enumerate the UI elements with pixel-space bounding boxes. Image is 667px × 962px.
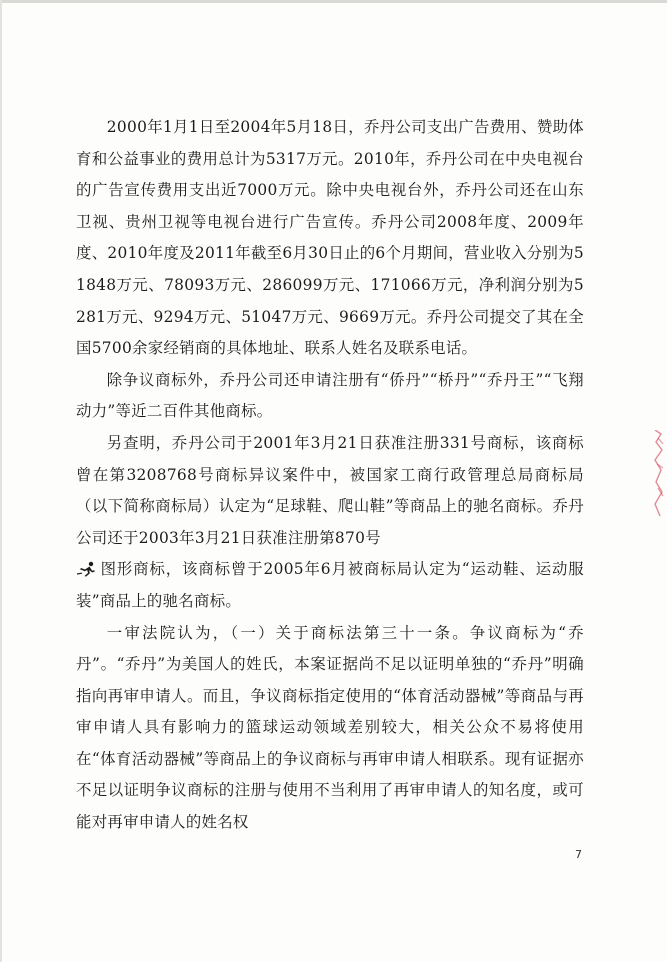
seal-edge-mark <box>652 430 664 520</box>
paragraph-graphic-trademark <box>76 554 584 617</box>
paragraph-ad-expenses: 2000年1月1日至2004年5月18日，乔丹公司支出广告费用、赞助体育和公益事业的费用总计为5317万元。2010年，乔丹公司在中央电视台的广告宣传费用支出近7000万元。除中央电视台外，乔丹公司还在山东卫视、贵州卫视等电视台进行广告宣传。乔丹公司2008年度、2009年度、2010年度及2011年截至6月30日止的6个月期间，营业收入分别为51848万元、78093万元、286099万元、171066万元，净利润分别为5281万元、9294万元、51047万元、9669万元。乔丹公司提交了其在全国5700余家经销商的具体地址、联系人姓名及联系电话。 <box>76 118 584 358</box>
scan-edge-left <box>0 0 2 962</box>
running-figure-logo-icon <box>76 557 98 573</box>
paragraph-further-findings-text: 另查明，乔丹公司于2001年3月21日获准注册331号商标，该商标曾在第3208768号商标异议案件中，被国家工商行政管理总局商标局（以下简称商标局）认定为“足球鞋、爬山鞋”等商品上的驰名商标。乔丹公司还于2003年3月21日获准注册第870号 <box>76 433 584 547</box>
document-body <box>76 112 584 839</box>
paragraph-other-trademarks: 除争议商标外，乔丹公司还申请注册有“侨丹”“桥丹”“乔丹王”“飞翔动力”等近二百件其他商标。 <box>76 370 584 421</box>
page-number: 7 <box>575 848 582 861</box>
paragraph-first-instance-opinion: 一审法院认为，（一）关于商标法第三十一条。争议商标为“乔丹”。“乔丹”为美国人的姓氏，本案证据尚不足以证明单独的“乔丹”明确指向再审申请人。而且，争议商标指定使用的“体育活动器械”等商品与再审申请人具有影响力的篮球运动领域差别较大，相关公众不易将使用在“体育活动器械”等商品上的争议商标与再审申请人相联系。现有证据亦不足以证明争议商标的注册与使用不当利用了再审申请人的知名度，或可能对再审申请人的姓名权 <box>76 623 584 832</box>
paragraph-graphic-trademark-text: 图形商标，该商标曾于2005年6月被商标局认定为“运动鞋、运动服装”商品上的驰名商标。 <box>76 560 584 610</box>
paragraph-further-findings <box>76 428 584 554</box>
scan-edge-top <box>0 0 667 3</box>
